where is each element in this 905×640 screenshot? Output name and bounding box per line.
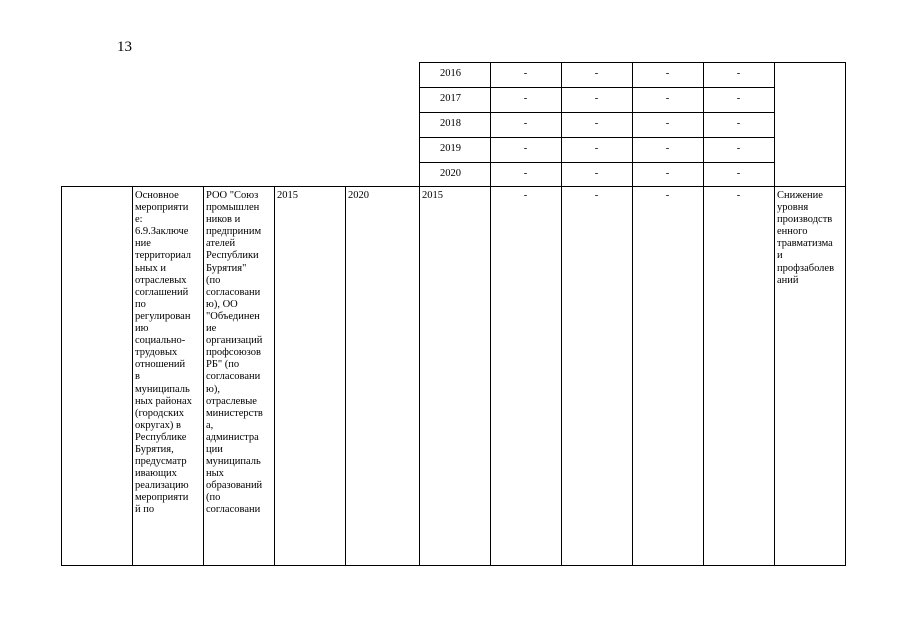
table-border — [845, 62, 846, 187]
year-cell: 2016 — [440, 68, 461, 80]
year-cell: 2020 — [440, 168, 461, 180]
year-cell: 2019 — [440, 143, 461, 155]
table-border — [490, 186, 491, 566]
value-cell: - — [594, 68, 599, 80]
table-border — [774, 186, 775, 566]
table-border — [561, 62, 562, 187]
value-cell: - — [594, 190, 599, 201]
value-cell: - — [523, 168, 528, 180]
value-cell: - — [665, 168, 670, 180]
value-cell: - — [523, 143, 528, 155]
table-border — [703, 62, 704, 187]
executor-cell: РОО "Союз промышлен ников и предприним ателей Республики Бурятия" (по согласовани ю), ОО "Объединен ие организаций профсоюзов РБ" (по согласовани ю), отраслевые министерств а, администра ции муниципаль ных образований (по согласовани — [206, 190, 263, 516]
table-border — [845, 186, 846, 566]
table-border — [345, 186, 346, 566]
table-border — [419, 162, 774, 163]
value-cell: - — [665, 118, 670, 130]
year-cell: 2017 — [440, 93, 461, 105]
value-cell: - — [665, 68, 670, 80]
table-border — [703, 186, 704, 566]
table-border — [61, 186, 62, 566]
table-border — [419, 87, 774, 88]
value-cell: - — [736, 68, 741, 80]
event-cell: Основное мероприяти е: 6.9.Заключе ние территориал ьных и отраслевых соглашений по регулирован ию социально- трудовых отношений в муниципаль ных районах (городских округах) в Республике Бурятия, предусматр ивающих реализацию мероприяти й по — [135, 190, 192, 516]
value-cell: - — [523, 93, 528, 105]
value-cell: - — [665, 190, 670, 201]
table-border — [203, 186, 204, 566]
value-cell: - — [736, 118, 741, 130]
value-cell: - — [665, 143, 670, 155]
value-cell: - — [736, 143, 741, 155]
value-cell: - — [736, 168, 741, 180]
table-border — [419, 137, 774, 138]
table-border — [632, 62, 633, 187]
table-border — [419, 112, 774, 113]
table-border — [61, 186, 846, 187]
table-border — [774, 62, 775, 187]
value-cell: - — [523, 190, 528, 201]
page-number: 13 — [117, 39, 132, 55]
value-cell: - — [594, 143, 599, 155]
table-border — [632, 186, 633, 566]
table-border — [490, 62, 491, 187]
table-border — [61, 565, 846, 566]
table-border — [419, 62, 420, 187]
value-cell: - — [665, 93, 670, 105]
start-year-cell: 2015 — [277, 190, 298, 201]
table-border — [561, 186, 562, 566]
value-cell: - — [736, 93, 741, 105]
year-cell: 2015 — [422, 190, 443, 201]
value-cell: - — [736, 190, 741, 201]
year-cell: 2018 — [440, 118, 461, 130]
end-year-cell: 2020 — [348, 190, 369, 201]
table-border — [419, 186, 420, 566]
value-cell: - — [523, 68, 528, 80]
table-border — [132, 186, 133, 566]
result-cell: Снижение уровня производств енного травматизма и профзаболев аний — [777, 190, 835, 286]
value-cell: - — [594, 93, 599, 105]
number-cell — [61, 187, 132, 565]
value-cell: - — [594, 168, 599, 180]
value-cell: - — [523, 118, 528, 130]
table-border — [274, 186, 275, 566]
value-cell: - — [594, 118, 599, 130]
